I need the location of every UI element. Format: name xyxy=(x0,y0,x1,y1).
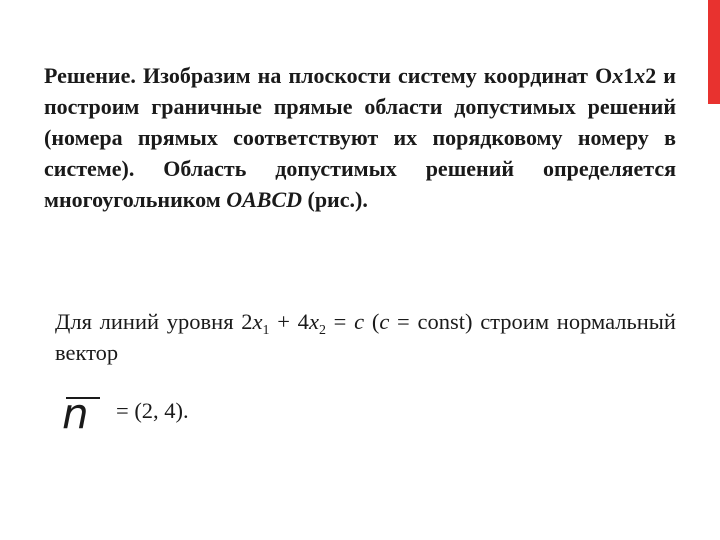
vector-symbol: n xyxy=(62,389,89,438)
accent-bar xyxy=(708,0,720,104)
solution-paragraph: Решение. Изобразим на плоскости систему координат Ox1x2 и построим граничные прямые области допустимых решений (номера прямых соответствуют их порядковому номеру в системе). Область допустимых решений определяется многоугольником OABCD (рис.). xyxy=(44,63,676,212)
vector-value: = (2, 4). xyxy=(116,398,189,423)
level-lines-paragraph: Для линий уровня $2x_1 + 4x_2 = c$ (c = const) строим нормальный вектор xyxy=(55,309,676,365)
